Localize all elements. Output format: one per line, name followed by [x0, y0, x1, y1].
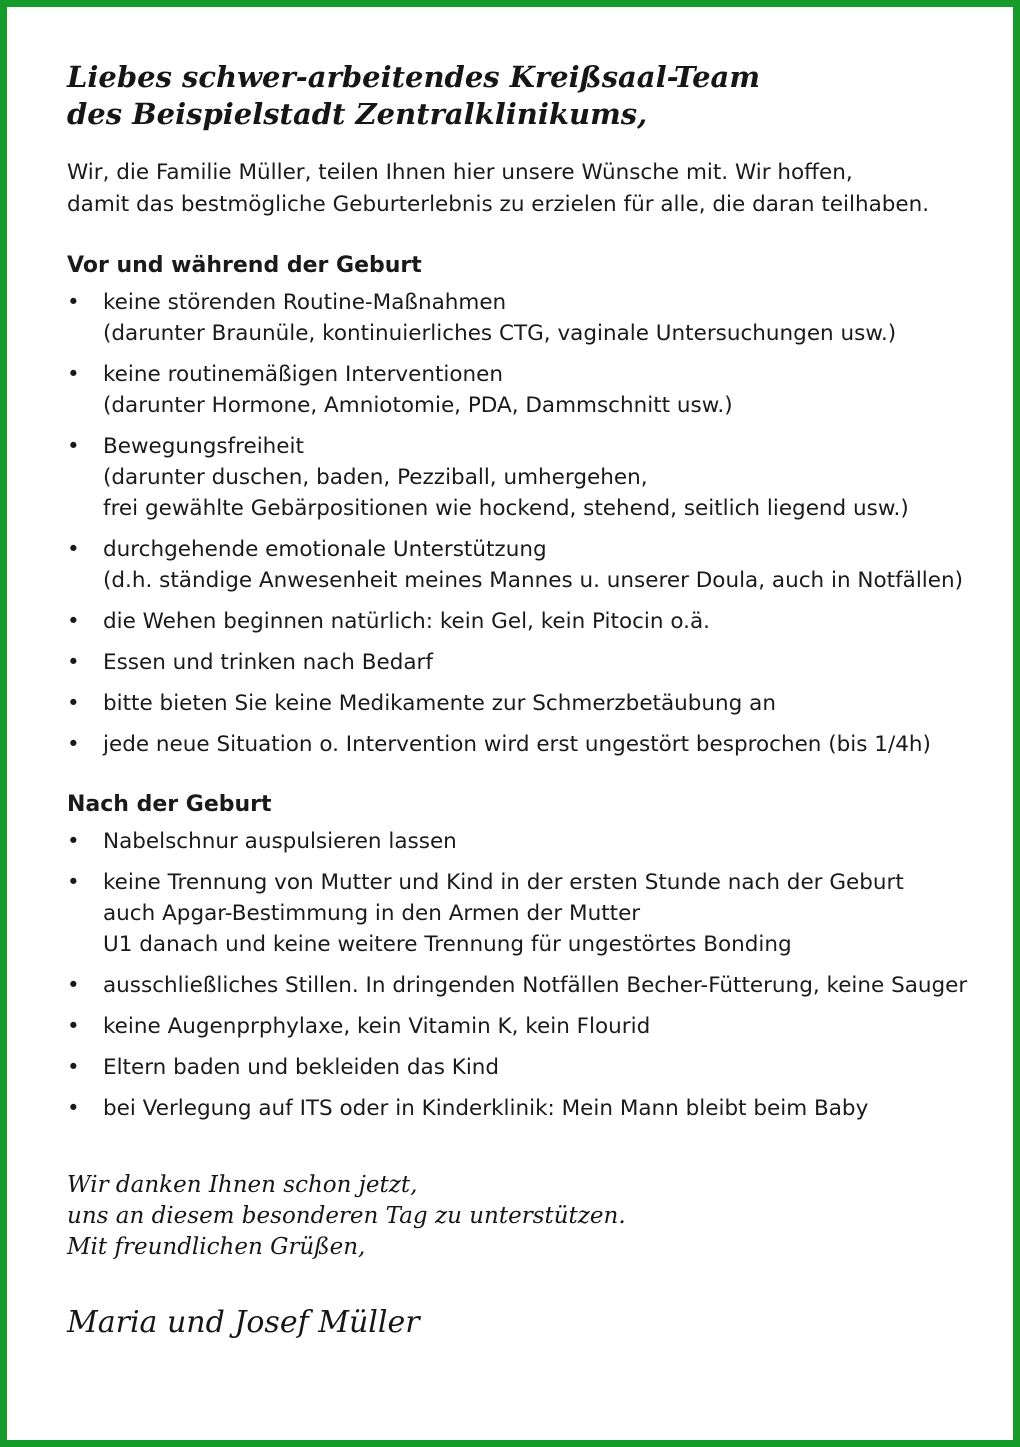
closing-line-2: uns an diesem besonderen Tag zu unterstützen.: [67, 1203, 626, 1229]
signature: Maria und Josef Müller: [67, 1305, 420, 1340]
list-item: [67, 1052, 987, 1083]
list-item: [67, 647, 987, 678]
intro-line-2: damit das bestmögliche Geburterlebnis zu erzielen für alle, die daran teilhaben.: [67, 192, 930, 217]
list-item: [67, 729, 987, 760]
list-item-line: Nabelschnur auspulsieren lassen: [103, 829, 457, 854]
greeting: [67, 59, 987, 133]
bullet-icon: •: [67, 609, 80, 634]
list-item-line: bitte bieten Sie keine Medikamente zur Schmerzbetäubung an: [103, 691, 776, 716]
list-item-line: keine Augenprphylaxe, kein Vitamin K, kein Flourid: [103, 1014, 651, 1039]
bullet-icon: •: [67, 1096, 80, 1121]
bullet-icon: •: [67, 870, 80, 895]
list-item: [67, 970, 987, 1001]
list-item-line: (darunter duschen, baden, Pezziball, umhergehen,: [103, 465, 648, 490]
list-item-line: auch Apgar-Bestimmung in den Armen der Mutter: [103, 901, 641, 926]
list-item: [67, 606, 987, 637]
bullet-icon: •: [67, 973, 80, 998]
section-title-before-birth: Vor und während der Geburt: [67, 253, 422, 278]
list-item-line: durchgehende emotionale Unterstützung: [103, 537, 547, 562]
bullet-icon: •: [67, 290, 80, 315]
intro-paragraph: [67, 157, 987, 221]
letter-content: [67, 59, 987, 1343]
bullet-icon: •: [67, 537, 80, 562]
closing-line-1: Wir danken Ihnen schon jetzt,: [67, 1172, 418, 1198]
bullet-icon: •: [67, 362, 80, 387]
closing-line-3: Mit freundlichen Grüßen,: [67, 1234, 366, 1260]
list-item-line: ausschließliches Stillen. In dringenden Notfällen Becher-Fütterung, keine Sauger: [103, 973, 968, 998]
greeting-line-1: Liebes schwer-arbeitendes Kreißsaal-Team: [67, 60, 761, 94]
list-before-birth: [67, 287, 987, 760]
list-item: [67, 688, 987, 719]
list-item: [67, 826, 987, 857]
list-item: [67, 431, 987, 524]
intro-line-1: Wir, die Familie Müller, teilen Ihnen hier unsere Wünsche mit. Wir hoffen,: [67, 160, 853, 185]
list-item-line: Bewegungsfreiheit: [103, 434, 304, 459]
list-item-line: U1 danach und keine weitere Trennung für ungestörtes Bonding: [103, 932, 792, 957]
list-item: [67, 867, 987, 960]
list-item-line: (d.h. ständige Anwesenheit meines Mannes u. unserer Doula, auch in Notfällen): [103, 568, 964, 593]
bullet-icon: •: [67, 732, 80, 757]
list-item: [67, 287, 987, 349]
greeting-line-2: des Beispielstadt Zentralklinikums,: [67, 97, 648, 131]
list-item-line: (darunter Hormone, Amniotomie, PDA, Dammschnitt usw.): [103, 393, 733, 418]
bullet-icon: •: [67, 650, 80, 675]
list-item: [67, 1093, 987, 1124]
list-item-line: (darunter Braunüle, kontinuierliches CTG, vaginale Untersuchungen usw.): [103, 321, 897, 346]
list-item-line: bei Verlegung auf ITS oder in Kinderklinik: Mein Mann bleibt beim Baby: [103, 1096, 869, 1121]
list-item-line: keine routinemäßigen Interventionen: [103, 362, 504, 387]
section-title-after-birth: Nach der Geburt: [67, 792, 272, 817]
list-item-line: die Wehen beginnen natürlich: kein Gel, kein Pitocin o.ä.: [103, 609, 710, 634]
list-item-line: frei gewählte Gebärpositionen wie hockend, stehend, seitlich liegend usw.): [103, 496, 909, 521]
list-item: [67, 359, 987, 421]
list-item-line: jede neue Situation o. Intervention wird erst ungestört besprochen (bis 1/4h): [103, 732, 931, 757]
list-item: [67, 534, 987, 596]
list-item-line: keine störenden Routine-Maßnahmen: [103, 290, 507, 315]
list-item-line: Essen und trinken nach Bedarf: [103, 650, 433, 675]
bullet-icon: •: [67, 1055, 80, 1080]
bullet-icon: •: [67, 434, 80, 459]
list-item-line: keine Trennung von Mutter und Kind in der ersten Stunde nach der Geburt: [103, 870, 904, 895]
bullet-icon: •: [67, 829, 80, 854]
closing-paragraph: [67, 1170, 987, 1263]
list-item: [67, 1011, 987, 1042]
list-item-line: Eltern baden und bekleiden das Kind: [103, 1055, 500, 1080]
bullet-icon: •: [67, 1014, 80, 1039]
list-after-birth: [67, 826, 987, 1124]
bullet-icon: •: [67, 691, 80, 716]
